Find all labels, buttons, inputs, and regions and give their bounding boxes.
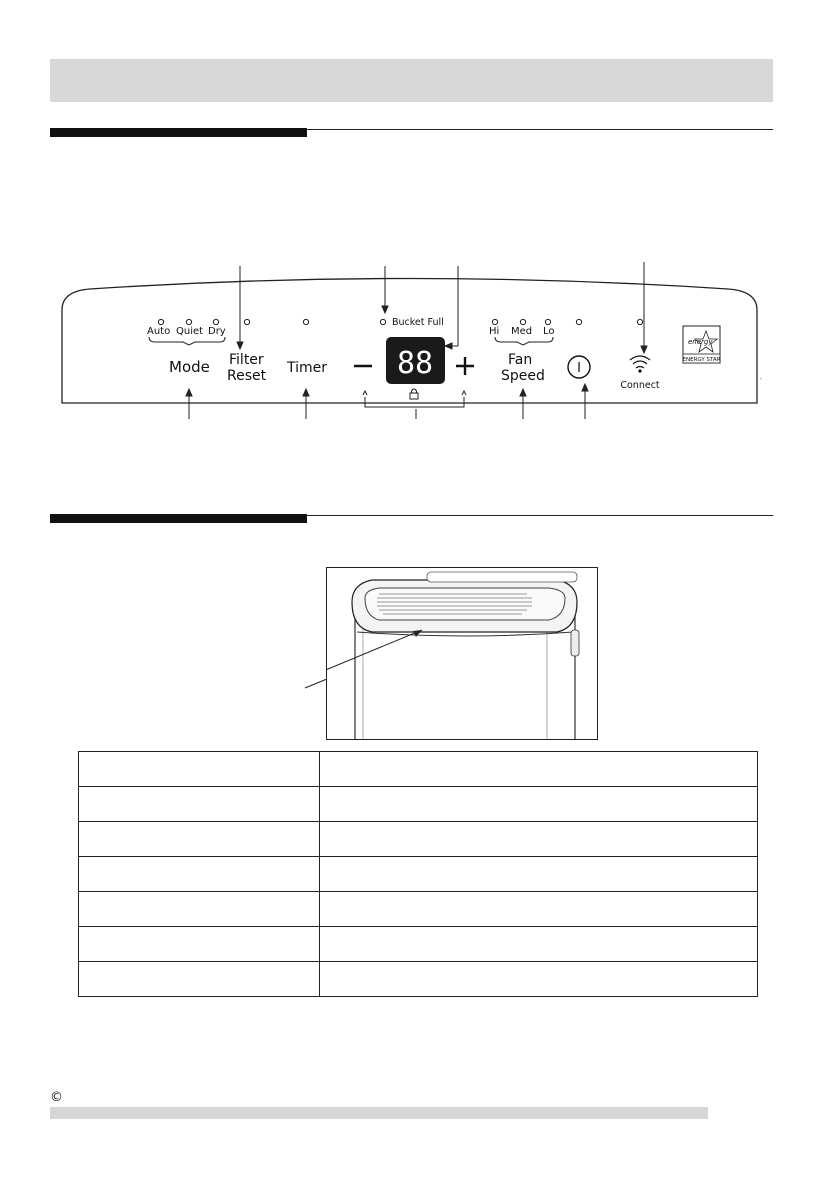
fan-option-med: Med xyxy=(511,326,533,337)
table-cell xyxy=(320,927,758,962)
table-cell xyxy=(79,822,320,857)
bucket-full-label: Bucket Full xyxy=(392,317,444,328)
mode-button-label: Mode xyxy=(169,358,210,376)
table-row xyxy=(79,752,758,787)
table-cell xyxy=(79,752,320,787)
energy-star-text: ENERGY STAR xyxy=(682,357,721,363)
fan-speed-line1: Fan xyxy=(508,352,533,368)
table-cell xyxy=(79,857,320,892)
table-row xyxy=(79,857,758,892)
table-cell xyxy=(79,787,320,822)
table-row xyxy=(79,787,758,822)
mode-option-quiet: Quiet xyxy=(176,326,204,337)
fan-speed-line2: Speed xyxy=(501,368,545,384)
connect-label: Connect xyxy=(620,380,660,391)
mode-option-auto: Auto xyxy=(147,326,171,337)
filter-reset-line1: Filter xyxy=(229,352,264,368)
footer-bar xyxy=(50,1107,708,1119)
table-cell xyxy=(320,892,758,927)
table-cell xyxy=(320,752,758,787)
copyright-symbol: © xyxy=(50,1090,63,1105)
table-row xyxy=(79,962,758,997)
table-cell xyxy=(79,927,320,962)
table-row xyxy=(79,927,758,962)
pointer-arrowhead xyxy=(413,630,422,637)
control-panel-diagram xyxy=(0,0,822,520)
svg-text:energy: energy xyxy=(688,338,713,346)
filter-reset-line2: Reset xyxy=(227,368,267,384)
table-cell xyxy=(320,857,758,892)
product-image-frame xyxy=(326,567,598,740)
table-row xyxy=(79,822,758,857)
pointer-line xyxy=(327,630,422,686)
table-row xyxy=(79,892,758,927)
svg-text:,: , xyxy=(760,374,762,381)
spec-table xyxy=(78,751,758,997)
energy-star-logo xyxy=(683,326,721,363)
dehumidifier-illustration xyxy=(327,568,597,739)
pointer-tail xyxy=(300,670,340,690)
fan-option-hi: Hi xyxy=(489,326,500,337)
mode-option-dry: Dry xyxy=(208,326,226,337)
fan-option-lo: Lo xyxy=(543,326,555,337)
table-cell xyxy=(79,892,320,927)
table-cell xyxy=(320,822,758,857)
table-cell xyxy=(79,962,320,997)
timer-button-label: Timer xyxy=(287,360,328,376)
display-digits: 88 xyxy=(396,346,434,381)
table-cell xyxy=(320,962,758,997)
power-symbol: I xyxy=(577,361,581,376)
table-cell xyxy=(320,787,758,822)
